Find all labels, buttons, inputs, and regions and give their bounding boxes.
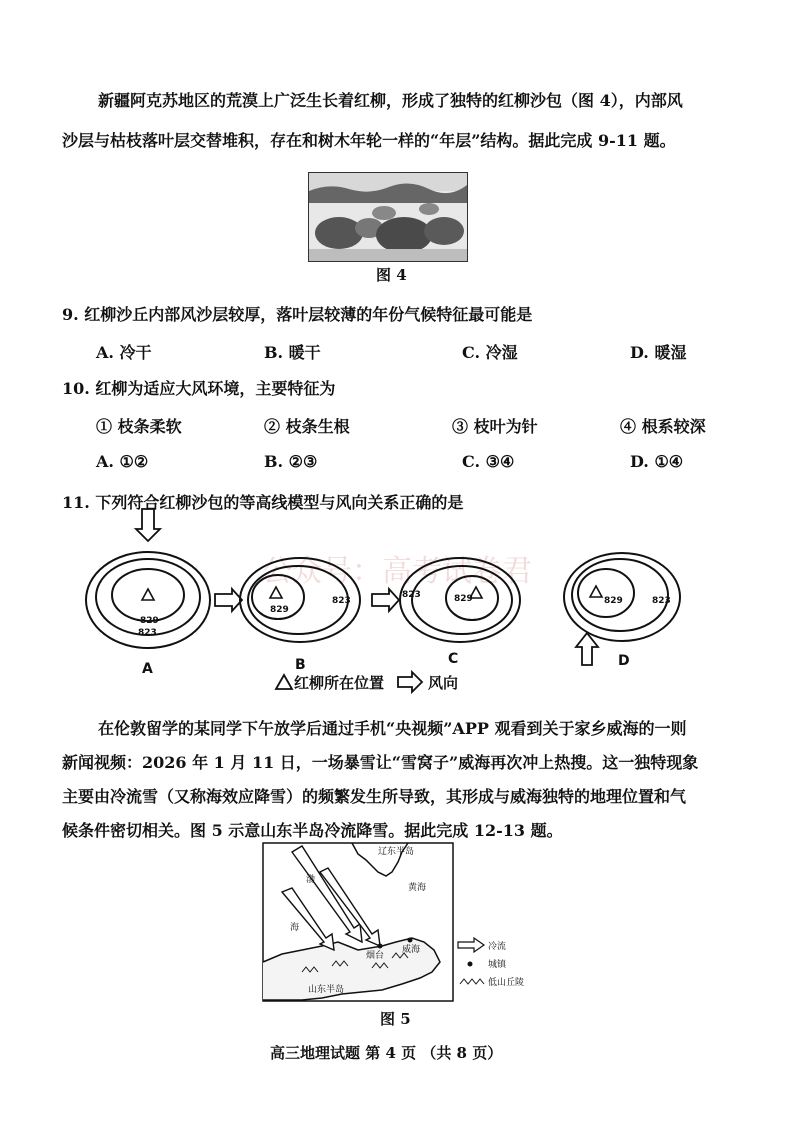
q9-option-b[interactable]: B. 暖干	[264, 343, 321, 362]
map-label-hai: 海	[290, 923, 300, 933]
diagram-a-wind-arrow	[136, 509, 160, 541]
legend-wind-icon	[398, 672, 422, 692]
diagram-c-label-823: 823	[402, 590, 421, 600]
q10-option-a[interactable]: A. ①②	[96, 452, 149, 471]
q9-option-d[interactable]: D. 暖湿	[630, 343, 687, 362]
map-label-shandong: 山东半岛	[308, 985, 345, 995]
diagram-a-label-829: 829	[140, 616, 159, 626]
intro2-line1: 在伦敦留学的某同学下午放学后通过手机“央视频”APP 观看到关于家乡威海的一则	[98, 719, 687, 738]
q10-item-2: ② 枝条生根	[264, 417, 350, 436]
intro1-line2: 沙层与枯枝落叶层交替堆积，存在和树木年轮一样的“年层”结构。据此完成 9-11 题。	[62, 131, 676, 150]
q10-option-c[interactable]: C. ③④	[462, 452, 515, 471]
diagram-c-wind-arrow	[372, 589, 399, 611]
diagram-c-label-829: 829	[454, 594, 473, 604]
legend-tree-label: 红柳所在位置	[294, 674, 385, 692]
diagram-d-tree-icon	[590, 586, 602, 597]
legend-wind-label: 风向	[428, 674, 459, 692]
diagram-b-label-829: 829	[270, 605, 289, 615]
map-label-huanghai: 黄海	[408, 883, 427, 893]
contour-diagrams	[60, 505, 740, 695]
question-11-stem: 11. 下列符合红柳沙包的等高线模型与风向关系正确的是	[62, 493, 464, 512]
diagram-b-tree-icon	[270, 587, 282, 598]
intro2-line2: 新闻视频：2026 年 1 月 11 日，一场暴雪让“雪窝子”威海再次冲上热搜。这一独特现象	[62, 753, 699, 772]
diagram-d-letter: D	[618, 653, 630, 669]
legend-cold-flow-icon	[458, 938, 484, 952]
diagram-d-label-823: 823	[652, 596, 671, 606]
diagram-c-letter: C	[448, 651, 459, 667]
diagram-b-label-823: 823	[332, 596, 351, 606]
intro1-line1: 新疆阿克苏地区的荒漠上广泛生长着红柳，形成了独特的红柳沙包（图 4），内部风	[98, 91, 683, 110]
watermark: 公众号：高考试卷君	[262, 554, 532, 589]
legend-tree-icon	[276, 675, 292, 689]
diagram-d-middle	[572, 559, 668, 631]
figure4-caption: 图 4	[376, 266, 407, 284]
diagram-a-letter: A	[142, 661, 153, 677]
town-weihai-dot	[408, 938, 413, 943]
q10-item-1: ① 枝条柔软	[96, 417, 182, 436]
q9-option-c[interactable]: C. 冷湿	[462, 343, 518, 362]
question-10-stem: 10. 红柳为适应大风环境，主要特征为	[62, 379, 336, 398]
q10-option-b[interactable]: B. ②③	[264, 452, 318, 471]
q10-item-4: ④ 根系较深	[620, 417, 706, 436]
intro2-line4: 候条件密切相关。图 5 示意山东半岛冷流降雪。据此完成 12-13 题。	[62, 821, 563, 840]
map-label-bo: 渤	[306, 875, 316, 885]
q10-item-3: ③ 枝叶为针	[452, 417, 538, 436]
diagram-d-inner	[578, 569, 634, 617]
map-label-weihai: 威海	[402, 945, 421, 955]
svg-text:冷流: 冷流	[488, 942, 507, 952]
diagram-b-letter: B	[295, 657, 306, 673]
svg-text:低山丘陵: 低山丘陵	[488, 978, 525, 988]
question-9-stem: 9. 红柳沙丘内部风沙层较厚，落叶层较薄的年份气候特征最可能是	[62, 305, 533, 324]
intro2-line3: 主要由冷流雪（又称海效应降雪）的频繁发生所导致，其形成与威海独特的地理位置和气	[62, 787, 687, 806]
svg-text:城镇: 城镇	[488, 960, 507, 970]
town-yantai-dot	[378, 944, 383, 949]
figure4-photo	[308, 172, 468, 262]
legend-town-icon	[468, 962, 473, 967]
diagram-a-inner	[112, 569, 184, 621]
map-label-yantai: 烟台	[366, 951, 385, 961]
diagram-d-label-829: 829	[604, 596, 623, 606]
page-footer: 高三地理试题 第 4 页 （共 8 页）	[270, 1044, 503, 1062]
diagram-a-label-823: 823	[138, 628, 157, 638]
figure5-legend	[458, 938, 524, 988]
q9-option-a[interactable]: A. 冷干	[96, 343, 152, 362]
diagram-b-wind-arrow	[215, 589, 242, 611]
q10-option-d[interactable]: D. ①④	[630, 452, 684, 471]
figure5-map	[262, 842, 542, 1002]
diagram-a-tree-icon	[142, 589, 154, 600]
figure5-caption: 图 5	[380, 1010, 411, 1028]
legend-hills-icon	[460, 979, 484, 984]
map-label-liaodong: 辽东半岛	[378, 847, 415, 857]
diagram-d-wind-arrow	[576, 633, 598, 665]
